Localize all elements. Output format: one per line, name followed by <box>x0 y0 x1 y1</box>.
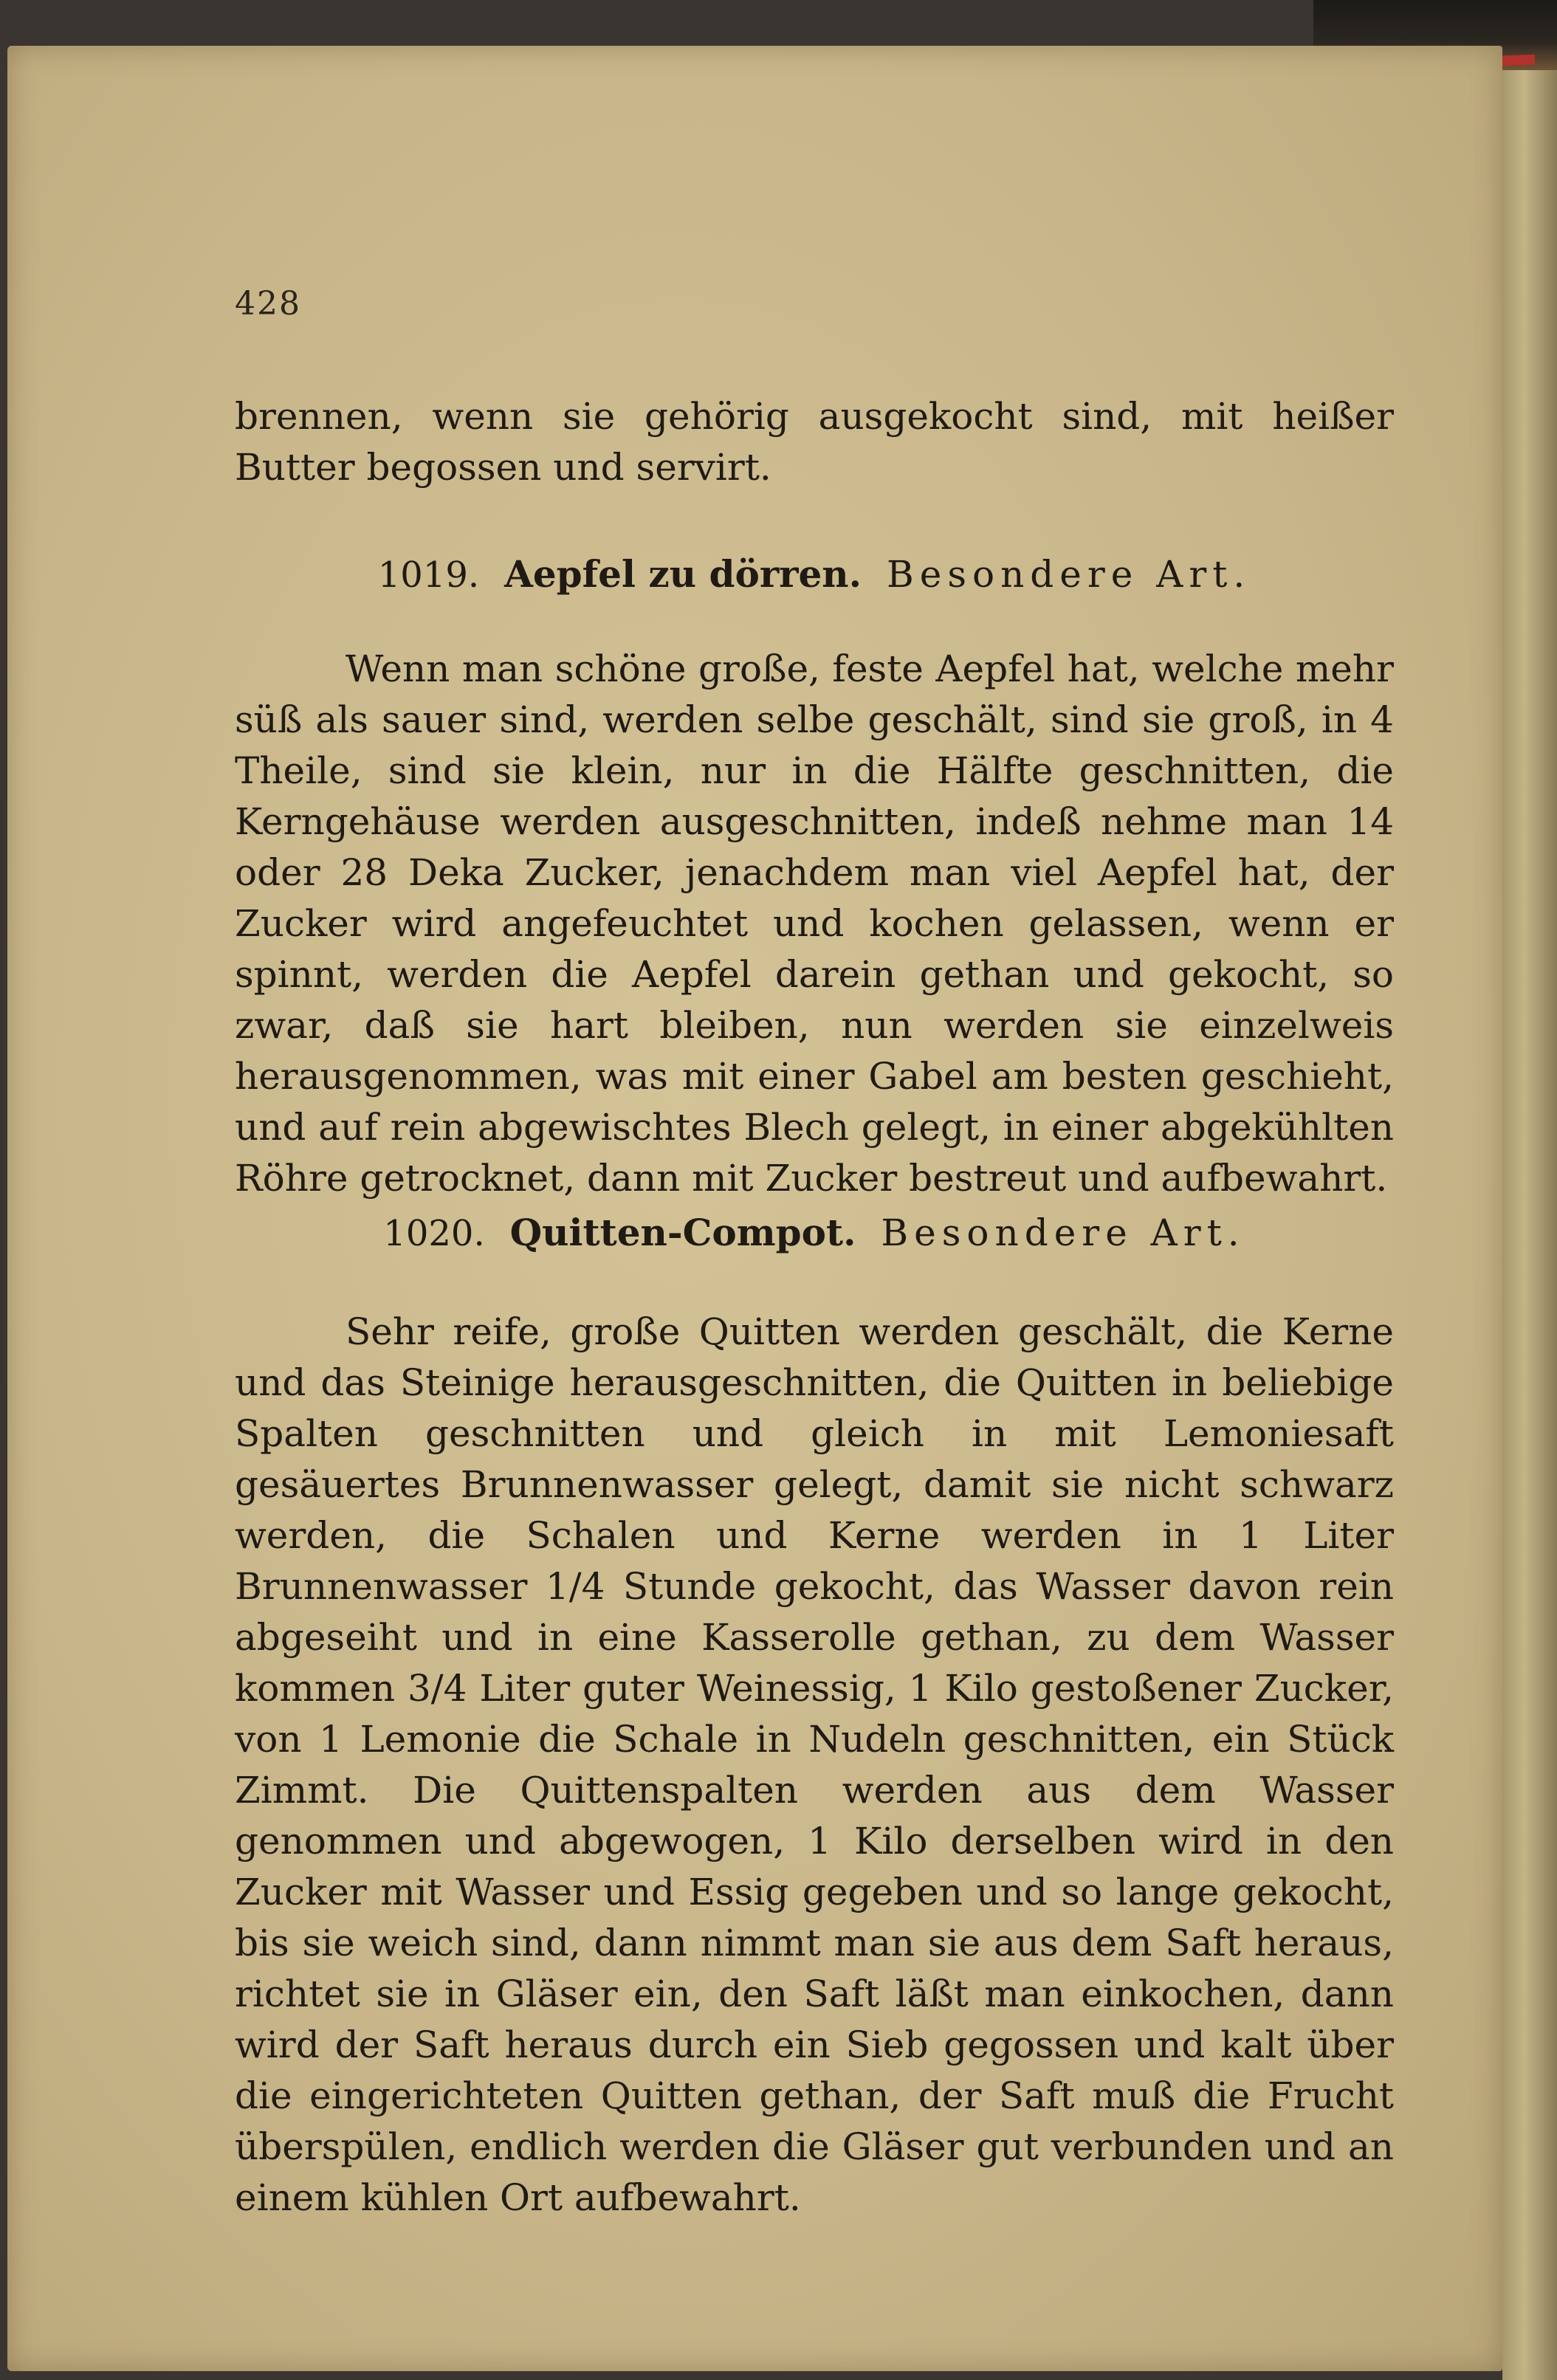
recipe-number: 1019. <box>377 554 480 596</box>
recipe-heading-1020 <box>235 1211 1394 1254</box>
recipe-subtitle: Besondere Art. <box>881 1211 1245 1254</box>
recipe-subtitle: Besondere Art. <box>886 553 1251 596</box>
recipe-body-1019: Wenn man schöne große, feste Aepfel hat, welche mehr süß als sauer sind, werden selbe geschält, sind sie groß, in 4 Theile, sind sie klein, nur in die Hälfte geschnitten, die Kerngehäuse werden ausgeschnitten, indeß nehme man 14 oder 28 Deka Zucker, jenachdem man viel Aepfel hat, der Zucker wird angefeuchtet und kochen gelassen, wenn er spinnt, werden die Aepfel darein gethan und gekocht, so zwar, daß sie hart bleiben, nun werden sie einzelweis herausgenommen, was mit einer Gabel am besten geschieht, und auf rein abgewischtes Blech gelegt, in einer abgekühlten Röhre getrocknet, dann mit Zucker bestreut und aufbewahrt. <box>235 647 1394 1200</box>
recipe-heading-1019 <box>235 552 1394 596</box>
book-spine-edge <box>1502 44 1557 2380</box>
recipe-title: Quitten-Compot. <box>509 1211 856 1254</box>
recipe-body-1020: Sehr reife, große Quitten werden geschält, die Kerne und das Steinige herausgeschnitten, die Quitten in beliebige Spalten geschnitten und gleich in mit Lemoniesaft gesäuertes Brunnenwasser gelegt, damit sie nicht schwarz werden, die Schalen und Kerne werden in 1 Liter Brunnenwasser 1/4 Stunde gekocht, das Wasser davon rein abgeseiht und in eine Kasserolle gethan, zu dem Wasser kommen 3/4 Liter guter Weinessig, 1 Kilo gestoßener Zucker, von 1 Lemonie die Schale in Nudeln geschnitten, ein Stück Zimmt. Die Quittenspalten werden aus dem Wasser genommen und abgewogen, 1 Kilo derselben wird in den Zucker mit Wasser und Essig gegeben und so lange gekocht, bis sie weich sind, dann nimmt man sie aus dem Saft heraus, richtet sie in Gläser ein, den Saft läßt man einkochen, dann wird der Saft heraus durch ein Sieb gegossen und kalt über die eingerichteten Quitten gethan, der Saft muß die Frucht überspülen, endlich werden die Gläser gut verbunden und an einem kühlen Ort aufbewahrt. <box>235 1310 1394 2219</box>
recipe-number: 1020. <box>383 1213 485 1254</box>
page-number: 428 <box>235 285 301 323</box>
continuation-paragraph: brennen, wenn sie gehörig ausgekocht sind, mit heißer Butter begossen und servirt. <box>235 395 1394 489</box>
recipe-title: Aepfel zu dörren. <box>504 552 862 596</box>
